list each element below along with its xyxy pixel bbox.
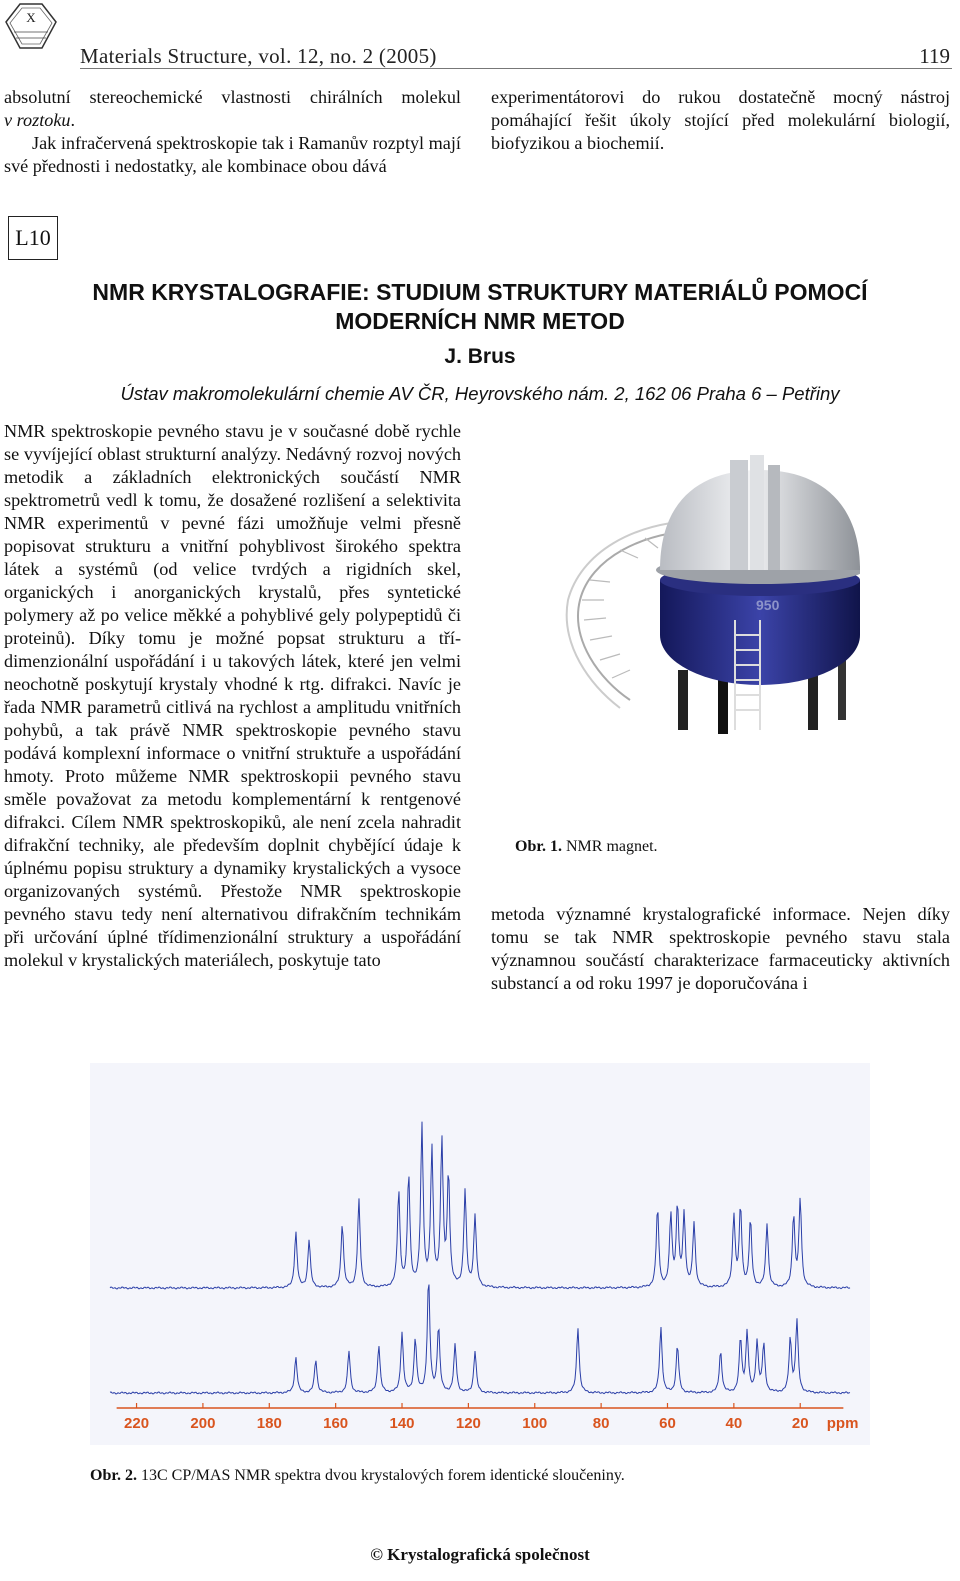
header-divider	[80, 68, 952, 69]
spectrum-tick-label: 200	[190, 1415, 216, 1432]
spectrum-tick-label: 160	[323, 1415, 349, 1432]
spectrum-tick-label: 100	[522, 1415, 548, 1432]
figure1-label: Obr. 1.	[515, 838, 562, 855]
lecture-code-box: L10	[8, 216, 58, 260]
top-right-text	[491, 86, 950, 155]
top-right-para: experimentátorovi do rukou dostatečně mocný nástroj pomáhající řešit úkoly stojící před molekulární biologií, biofyzikou a biochemií.	[491, 87, 950, 153]
top-left-italic: v roztoku	[4, 110, 71, 130]
spectrum-tick-label: 140	[389, 1415, 415, 1432]
journal-title: Materials Structure, vol. 12, no. 2 (2005)	[80, 44, 437, 68]
figure1-caption	[515, 838, 658, 856]
spectrum-unit-label: ppm	[826, 1415, 859, 1432]
top-left-line1: absolutní stereochemické vlastnosti chirálních molekul	[4, 87, 461, 107]
spectrum-tick-label: 180	[256, 1415, 282, 1432]
body-left-text: NMR spektroskopie pevného stavu je v současné době rychle se vyvíjející oblast strukturní analýzy. Nedávný rozvoj nových metodik a základních elektronických součástí NMR spektrometrů vedl k tomu, že dosažené rozlišení a selektivita NMR experimentů v pevné fázi umožňuje velmi přesně popisovat strukturu a vnitřní pohyblivost širokého spektra látek a systémů (od velice tvrdých a rigidních skel, organických i anorganických krystalů, přes syntetické polymery až po velice měkké a pohyblivé gely polypeptidů či proteinů). Díky tomu je možné popsat strukturu a tří-dimenzionální uspořádání i u takových látek, které jen velmi neochotně poskytují krystaly vhodné k rtg. difrakci. Navíc je řada NMR parametrů citlivá na rychlost a amplitudu vnitřních pohybů, a tak právě NMR spektroskopie pevného stavu podává komplexní informace o vnitřní struktuře a uspořádání hmoty. Proto můžeme NMR spektroskopii pevného stavu směle považovat za metodu komplementární k rentgenové difrakci. Cílem NMR spektroskopiků, ale není zcela nahradit difrakční techniky, ale především doplnit chybějící údaje k úplnému popisu struktury a dynamiky krystalických a vysoce organizovaných systémů. Přestože NMR spektroskopie pevného stavu tedy není alternativou difrakčním technikám při určování úplné třídimenzionální struktury a uspořádání molekul v krystalických materiálech, poskytuje tato	[4, 421, 461, 970]
spectrum-plot	[90, 1063, 870, 1445]
spectrum-tick-label: 80	[592, 1415, 610, 1432]
footer: © Krystalografická společnost	[370, 1545, 590, 1564]
spectrum-tick-label: 220	[124, 1415, 150, 1432]
journal-logo	[4, 2, 58, 52]
body-right-column	[491, 903, 950, 995]
figure2-caption	[90, 1467, 625, 1485]
figure2-label: Obr. 2.	[90, 1467, 137, 1484]
page-number: 119	[919, 44, 950, 68]
magnet-label: 950	[756, 597, 780, 613]
lecture-affiliation: Ústav makromolekulární chemie AV ČR, Heyrovského nám. 2, 162 06 Praha 6 – Petřiny	[120, 383, 840, 404]
top-left-text	[4, 86, 461, 178]
figure2-caption-text: 13C CP/MAS NMR spektra dvou krystalových forem identické sloučeniny.	[136, 1467, 625, 1484]
figure1-caption-text: NMR magnet.	[561, 838, 658, 855]
spectrum-tick-label: 20	[791, 1415, 809, 1432]
body-left-column	[4, 420, 461, 972]
spectrum-series-1	[110, 1122, 850, 1289]
lecture-title-line1: NMR KRYSTALOGRAFIE: STUDIUM STRUKTURY MATERIÁLŮ POMOCÍ	[92, 279, 868, 305]
body-right-text: metoda významné krystalografické informace. Nejen díky tomu se tak NMR spektroskopie pevného stavu stala významnou součástí charakterizace farmaceuticky aktivních substancí a od roku 1997 je doporučována i	[491, 904, 950, 993]
lecture-author: J. Brus	[444, 345, 516, 368]
lecture-title	[0, 278, 960, 336]
spectrum-series-2	[110, 1285, 850, 1394]
spectrum-tick-label: 120	[455, 1415, 481, 1432]
top-left-period: .	[70, 110, 76, 130]
figure2-spectrum	[90, 1063, 870, 1445]
spectrum-tick-label: 40	[725, 1415, 743, 1432]
lecture-title-line2: MODERNÍCH NMR METOD	[335, 308, 625, 334]
spectrum-tick-label: 60	[659, 1415, 676, 1432]
figure1-image	[560, 430, 860, 740]
top-left-line2	[4, 109, 461, 132]
svg-text:X: X	[26, 10, 36, 25]
top-left-para2: Jak infračervená spektroskopie tak i Ramanův rozptyl mají své přednosti i nedostatky, ale kombinace obou dává	[4, 133, 461, 176]
